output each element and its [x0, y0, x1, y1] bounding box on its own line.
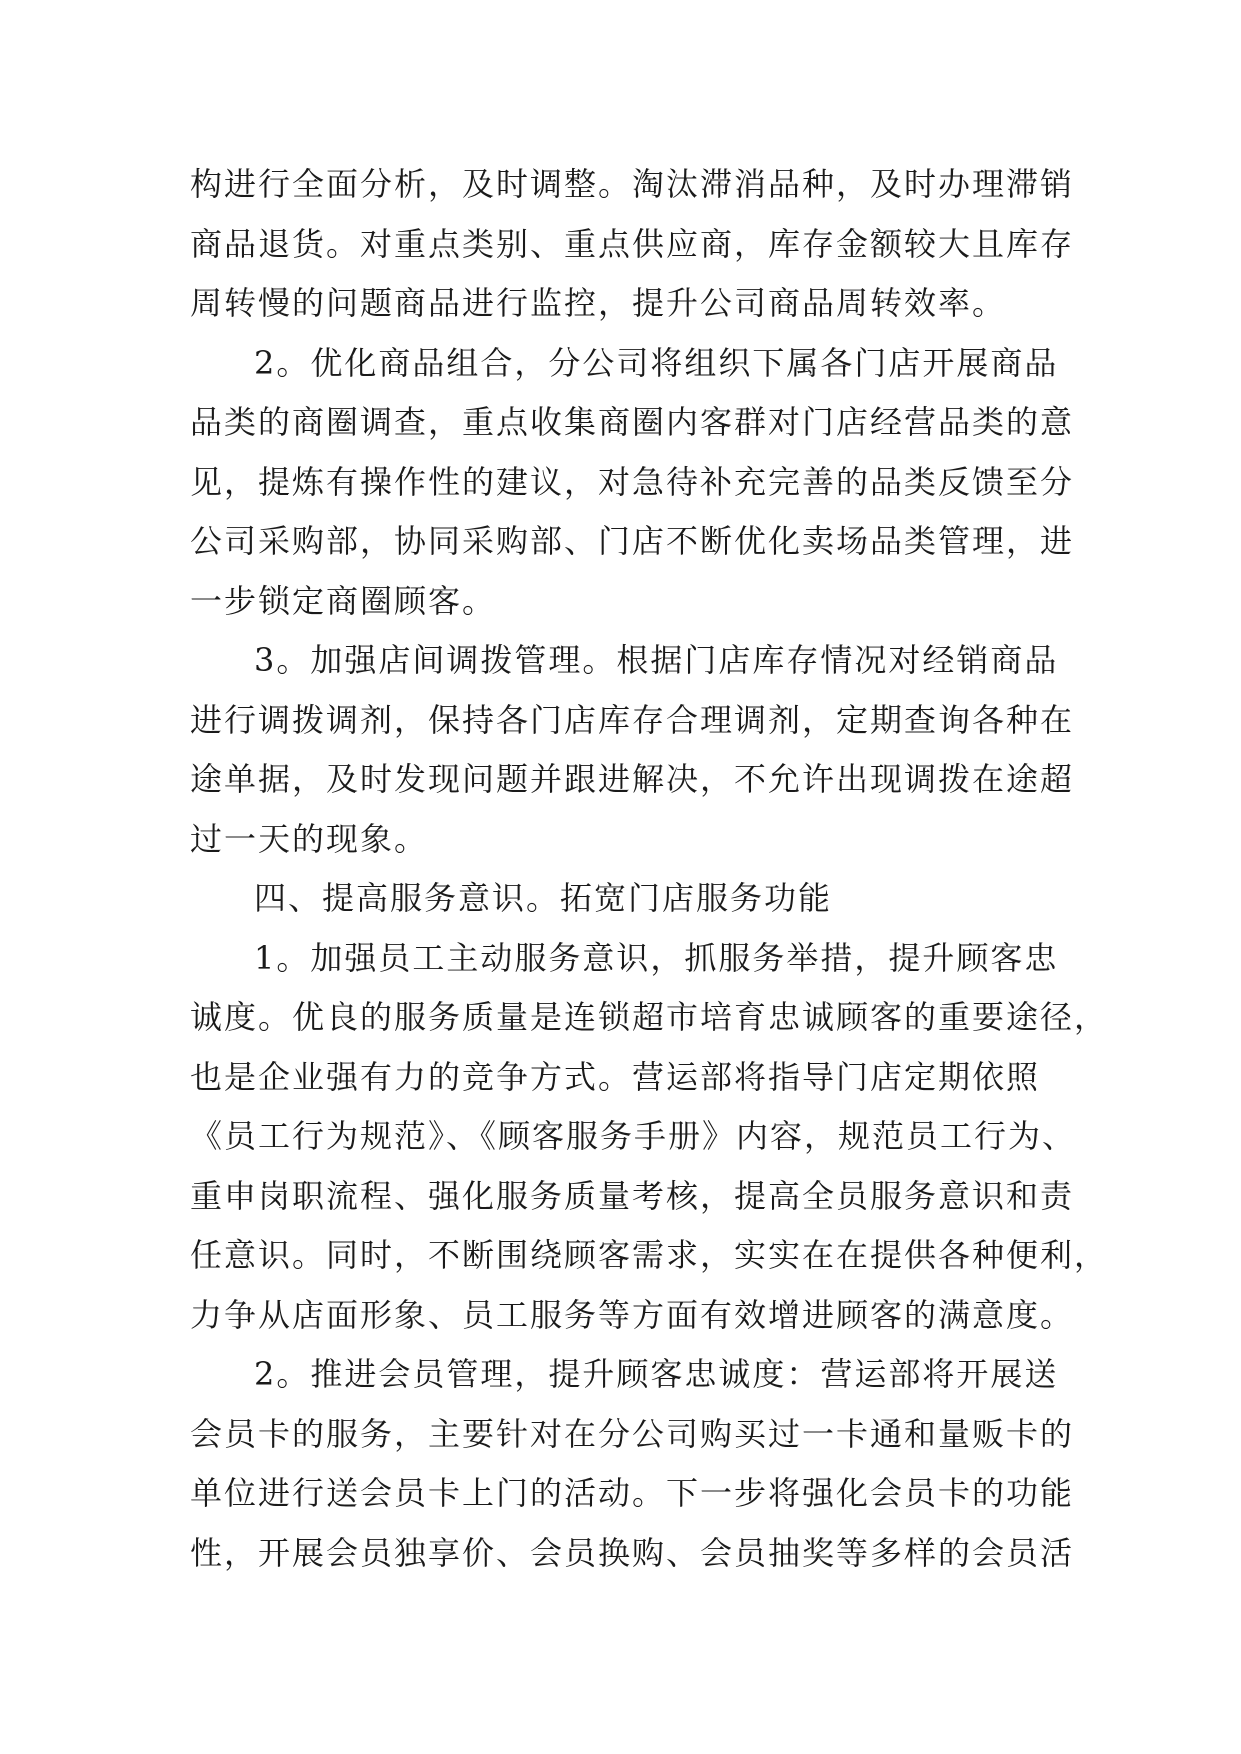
text-line: 《员工行为规范》、《顾客服务手册》内容，规范员工行为、 — [190, 1117, 1077, 1155]
text-line: 性，开展会员独享价、会员换购、会员抽奖等多样的会员活 — [190, 1533, 1075, 1572]
text-line: 2。推进会员管理，提升顾客忠诚度：营运部将开展送 — [254, 1355, 1059, 1393]
text-line: 重申岗职流程、强化服务质量考核，提高全员服务意识和责 — [190, 1176, 1075, 1215]
text-line: 过一天的现象。 — [190, 819, 429, 858]
text-line: 一步锁定商圈顾客。 — [190, 581, 497, 620]
text-line: 途单据，及时发现问题并跟进解决，不允许出现调拨在途超 — [190, 760, 1075, 798]
text-line: 2。优化商品组合，分公司将组织下属各门店开展商品 — [254, 343, 1059, 382]
text-line: 见，提炼有操作性的建议，对急待补充完善的品类反馈至分 — [190, 462, 1075, 501]
text-line: 力争从店面形象、员工服务等方面有效增进顾客的满意度。 — [190, 1295, 1075, 1334]
text-line: 周转慢的问题商品进行监控，提升公司商品周转效率。 — [190, 284, 1007, 322]
text-line: 也是企业强有力的竞争方式。营运部将指导门店定期依照 — [190, 1057, 1041, 1096]
text-line: 进行调拨调剂，保持各门店库存合理调剂，定期查询各种在 — [190, 700, 1075, 739]
text-line: 商品退货。对重点类别、重点供应商，库存金额较大且库存 — [190, 224, 1075, 263]
text-line: 任意识。同时，不断围绕顾客需求，实实在在提供各种便利， — [190, 1236, 1109, 1274]
text-line: 会员卡的服务，主要针对在分公司购买过一卡通和量贩卡的 — [190, 1414, 1075, 1453]
text-line: 品类的商圈调查，重点收集商圈内客群对门店经营品类的意 — [190, 403, 1075, 441]
text-line: 四、提高服务意识。拓宽门店服务功能 — [254, 879, 833, 917]
text-line: 诚度。优良的服务质量是连锁超市培育忠诚顾客的重要途径， — [190, 998, 1109, 1036]
text-line: 单位进行送会员卡上门的活动。下一步将强化会员卡的功能 — [190, 1474, 1075, 1512]
text-line: 公司采购部，协同采购部、门店不断优化卖场品类管理，进 — [190, 522, 1075, 560]
text-line: 1。加强员工主动服务意识，抓服务举措，提升顾客忠 — [254, 938, 1059, 977]
text-line: 构进行全面分析，及时调整。淘汰滞消品种，及时办理滞销 — [190, 165, 1075, 203]
body-text — [190, 155, 1109, 1583]
text-line: 3。加强店间调拨管理。根据门店库存情况对经销商品 — [254, 641, 1059, 679]
